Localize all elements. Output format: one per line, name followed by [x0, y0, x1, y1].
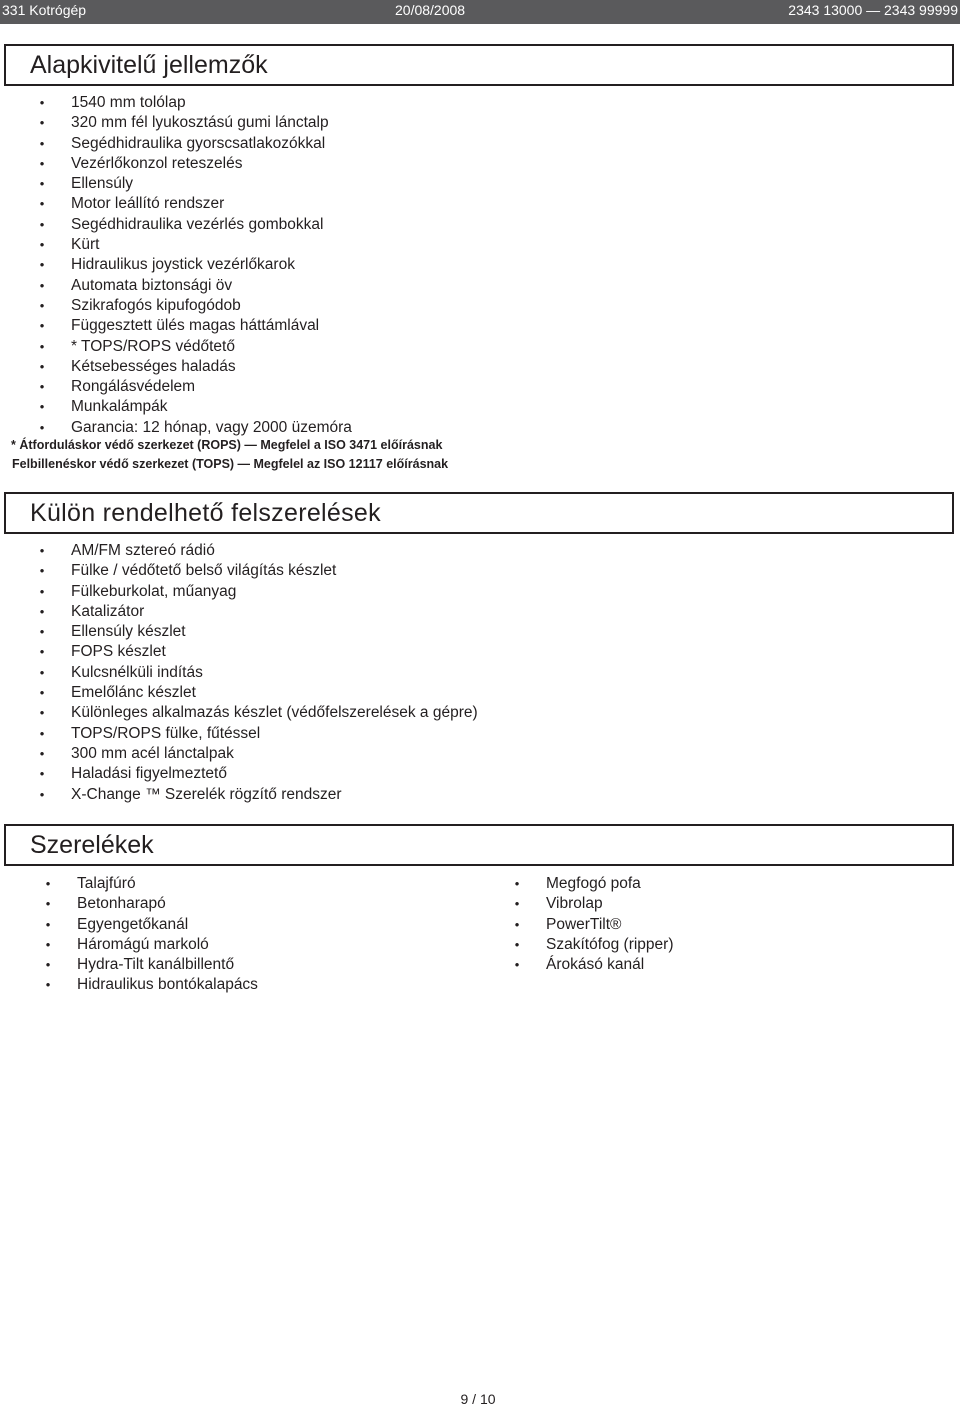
bullet-icon: • [39, 216, 45, 232]
bullet-icon: • [39, 379, 45, 395]
bullet-icon: • [39, 603, 45, 619]
list-item [39, 255, 352, 275]
list-item [514, 955, 674, 975]
list-item-text: Háromágú markoló [77, 935, 209, 953]
bullet-icon: • [39, 563, 45, 579]
list-item [39, 602, 478, 622]
list-item-text: Szikrafogós kipufogódob [71, 296, 241, 314]
list-item-text: Munkalámpák [71, 398, 168, 416]
list-item [514, 935, 674, 955]
list-item [39, 541, 478, 561]
optional-equipment-title: Külön rendelhető felszerelések [30, 499, 381, 527]
bullet-icon: • [45, 977, 51, 993]
list-item [514, 915, 674, 935]
list-item [45, 874, 258, 894]
page-number: 9 / 10 [460, 1391, 496, 1407]
list-item [45, 935, 258, 955]
list-item-text: Egyengetőkanál [77, 915, 189, 933]
bullet-icon: • [39, 644, 45, 660]
bullet-icon: • [39, 419, 45, 435]
list-item [39, 582, 478, 602]
bullet-icon: • [39, 745, 45, 761]
list-item [39, 703, 478, 723]
list-item [39, 154, 352, 174]
list-item [39, 724, 478, 744]
bullet-icon: • [39, 786, 45, 802]
list-item [514, 874, 674, 894]
list-item [39, 622, 478, 642]
attachments-title: Szerelékek [30, 831, 154, 859]
bullet-icon: • [45, 876, 51, 891]
list-item-text: AM/FM sztereó rádió [71, 542, 215, 559]
bullet-icon: • [39, 135, 45, 151]
list-item-text: Kürt [71, 236, 100, 254]
list-item-text: Hidraulikus joystick vezérlőkarok [71, 256, 295, 274]
list-item-text: Vezérlőkonzol reteszelés [71, 154, 243, 172]
list-item-text: Fülke / védőtető belső világítás készlet [71, 562, 337, 580]
list-item [39, 194, 352, 214]
header-model: 331 Kotrógép [2, 2, 87, 18]
bullet-icon: • [39, 583, 45, 599]
list-item-text: Kulcsnélküli indítás [71, 663, 203, 681]
standard-features-title: Alapkivitelű jellemzők [30, 51, 268, 79]
list-item [39, 561, 478, 581]
bullet-icon: • [514, 916, 520, 932]
list-item-text: X-Change ™ Szerelék rögzítő rendszer [71, 785, 342, 803]
bullet-icon: • [39, 338, 45, 354]
standard-features-list [39, 93, 352, 438]
attachments-list-left [45, 874, 258, 996]
list-item-text: 320 mm fél lyukosztású gumi lánctalp [71, 114, 329, 132]
list-item-text: Katalizátor [71, 602, 145, 620]
list-item-text: Segédhidraulika vezérlés gombokkal [71, 215, 324, 233]
page-header [0, 0, 960, 24]
list-item [39, 377, 352, 397]
bullet-icon: • [45, 916, 51, 932]
header-codes: 2343 13000 — 2343 99999 [788, 2, 958, 18]
optional-equipment-heading-box [4, 492, 954, 534]
list-item-text: Függesztett ülés magas háttámlával [71, 317, 320, 335]
list-item [39, 663, 478, 683]
list-item-text: Ellensúly [71, 175, 134, 193]
list-item [39, 174, 352, 194]
header-date: 20/08/2008 [395, 2, 466, 18]
list-item-text: Automata biztonsági öv [71, 276, 233, 294]
bullet-icon: • [39, 664, 45, 680]
list-item-text: Ellensúly készlet [71, 623, 186, 641]
bullet-icon: • [45, 896, 51, 912]
list-item [39, 134, 352, 154]
list-item [39, 418, 352, 438]
list-item-text: Hydra-Tilt kanálbillentő [77, 956, 235, 974]
list-item [39, 357, 352, 377]
list-item-text: Különleges alkalmazás készlet (védőfelszerelések a gépre) [71, 704, 478, 722]
list-item-text: FOPS készlet [71, 643, 166, 661]
bullet-icon: • [45, 957, 51, 973]
attachments-heading-box [4, 824, 954, 866]
list-item [39, 337, 352, 357]
list-item [39, 744, 478, 764]
list-item-text: Vibrolap [546, 895, 603, 913]
bullet-icon: • [45, 936, 51, 952]
list-item [39, 316, 352, 336]
list-item-text: 300 mm acél lánctalpak [71, 744, 234, 762]
list-item [45, 955, 258, 975]
bullet-icon: • [39, 725, 45, 741]
list-item [39, 93, 352, 113]
list-item-text: Kétsebességes haladás [71, 357, 236, 375]
list-item-text: Talajfúró [77, 875, 136, 892]
tops-note: Felbillenéskor védő szerkezet (TOPS) — Megfelel az ISO 12117 előírásnak [12, 457, 449, 471]
list-item [39, 215, 352, 235]
bullet-icon: • [39, 257, 45, 273]
bullet-icon: • [39, 358, 45, 374]
list-item [39, 296, 352, 316]
list-item-text: Árokásó kanál [546, 956, 645, 974]
bullet-icon: • [39, 685, 45, 701]
list-item [39, 276, 352, 296]
list-item-text: Betonharapó [77, 895, 166, 913]
list-item-text: Fülkeburkolat, műanyag [71, 582, 237, 600]
standard-features-heading-box [4, 44, 954, 86]
list-item [45, 975, 258, 995]
list-item-text: Haladási figyelmeztető [71, 765, 227, 783]
list-item-text: Szakítófog (ripper) [546, 935, 674, 953]
bullet-icon: • [39, 297, 45, 313]
bullet-icon: • [514, 896, 520, 912]
list-item [45, 915, 258, 935]
list-item [39, 683, 478, 703]
list-item [514, 894, 674, 914]
list-item [39, 113, 352, 133]
list-item-text: Motor leállító rendszer [71, 195, 225, 213]
list-item [39, 785, 478, 805]
rops-note: * Átforduláskor védő szerkezet (ROPS) — Megfelel a ISO 3471 előírásnak [11, 438, 443, 452]
bullet-icon: • [514, 876, 520, 891]
bullet-icon: • [39, 705, 45, 721]
bullet-icon: • [39, 399, 45, 415]
bullet-icon: • [39, 95, 45, 110]
list-item-text: Garancia: 12 hónap, vagy 2000 üzemóra [71, 418, 352, 436]
bullet-icon: • [39, 196, 45, 212]
list-item-text: Emelőlánc készlet [71, 684, 196, 702]
list-item [39, 235, 352, 255]
list-item-text: 1540 mm tolólap [71, 94, 186, 111]
optional-equipment-list [39, 541, 478, 805]
bullet-icon: • [39, 155, 45, 171]
list-item [45, 894, 258, 914]
list-item [39, 642, 478, 662]
list-item-text: Segédhidraulika gyorscsatlakozókkal [71, 134, 326, 152]
list-item-text: TOPS/ROPS fülke, fűtéssel [71, 724, 261, 742]
list-item-text: PowerTilt® [546, 915, 622, 933]
bullet-icon: • [39, 277, 45, 293]
bullet-icon: • [39, 115, 45, 131]
bullet-icon: • [514, 957, 520, 973]
bullet-icon: • [39, 624, 45, 640]
bullet-icon: • [39, 318, 45, 334]
bullet-icon: • [39, 237, 45, 253]
list-item-text: Megfogó pofa [546, 875, 641, 892]
list-item [39, 764, 478, 784]
bullet-icon: • [39, 766, 45, 782]
bullet-icon: • [39, 176, 45, 192]
list-item-text: Rongálásvédelem [71, 378, 196, 396]
bullet-icon: • [514, 936, 520, 952]
attachments-list-right [514, 874, 674, 975]
list-item-text: Hidraulikus bontókalapács [77, 976, 258, 994]
list-item-text: * TOPS/ROPS védőtető [71, 337, 235, 355]
bullet-icon: • [39, 543, 45, 558]
list-item [39, 397, 352, 417]
